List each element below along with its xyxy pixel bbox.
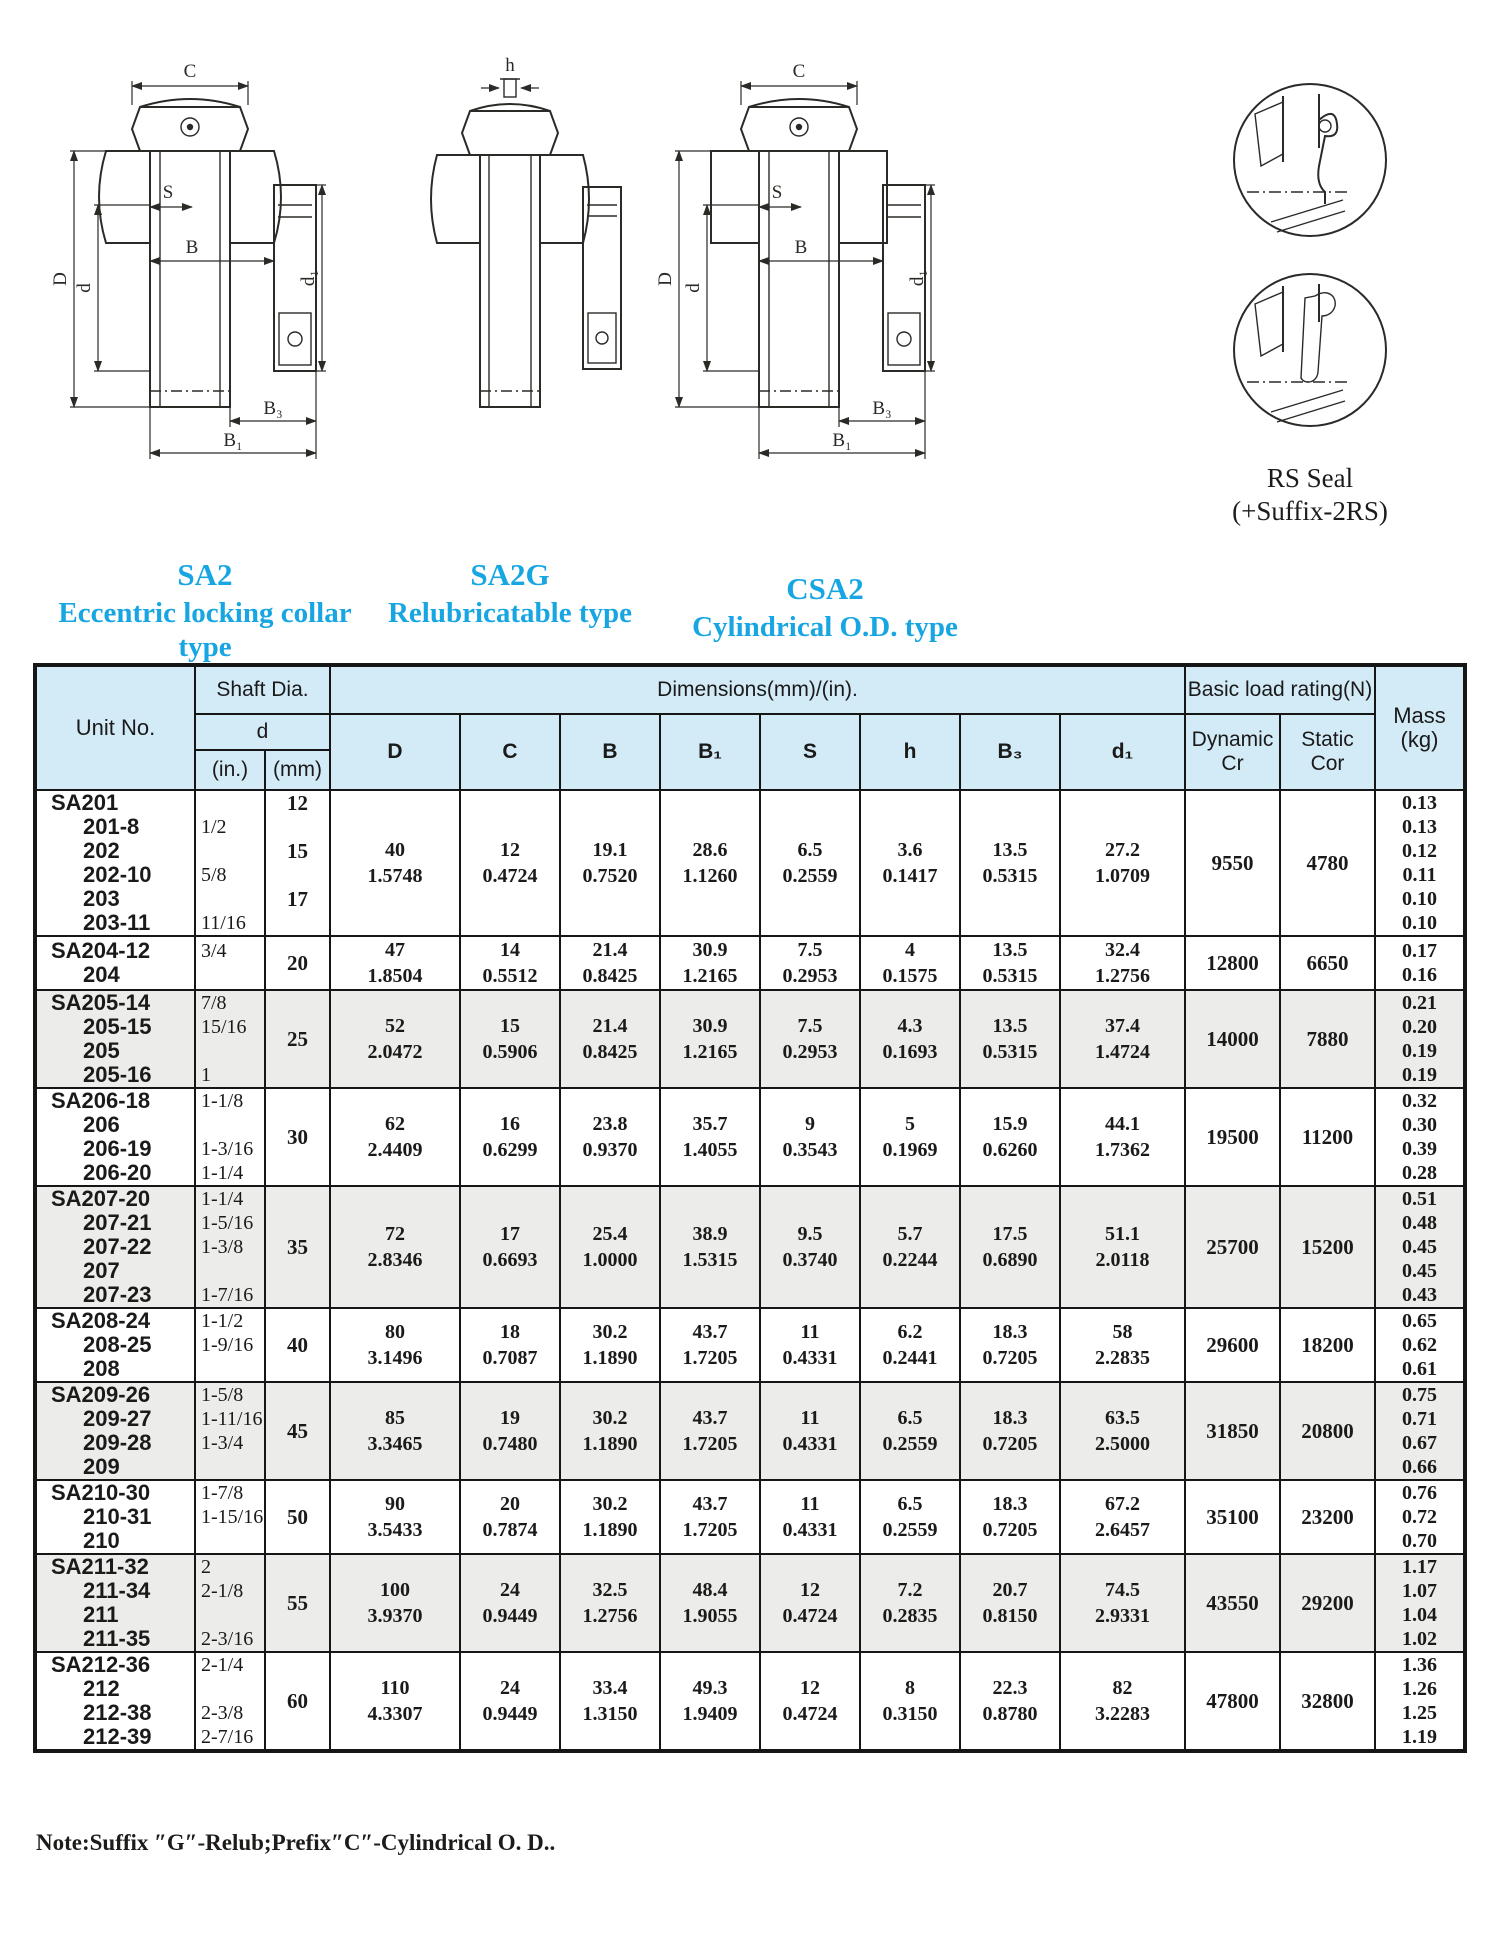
- mass-cell: 0.13 0.13 0.12 0.11 0.10 0.10: [1375, 790, 1465, 936]
- table-row: [35, 1652, 1465, 1751]
- table-row: [35, 1554, 1465, 1652]
- dim-label-d: d: [74, 283, 95, 293]
- shaft-dia-mm-cell: 40: [265, 1308, 330, 1382]
- mass-cell: 0.51 0.48 0.45 0.45 0.43: [1375, 1186, 1465, 1308]
- dim-B-cell: 21.4 0.8425: [560, 990, 660, 1088]
- caption-sa2g: [370, 558, 650, 630]
- dim-label-C: C: [792, 61, 806, 82]
- static-cor-cell: 4780: [1280, 790, 1375, 936]
- shaft-dia-mm-cell: 20: [265, 936, 330, 990]
- dim-d1-cell: 74.5 2.9331: [1060, 1554, 1185, 1652]
- dynamic-cr-cell: 25700: [1185, 1186, 1280, 1308]
- col-header-d1: d₁: [1060, 714, 1185, 790]
- dim-S-cell: 11 0.4331: [760, 1308, 860, 1382]
- dim-B1-cell: 28.6 1.1260: [660, 790, 760, 936]
- dim-C-cell: 18 0.7087: [460, 1308, 560, 1382]
- caption-sa2-type: Eccentric locking collar type: [58, 597, 352, 663]
- dim-h-cell: 6.5 0.2559: [860, 1480, 960, 1554]
- dim-D-cell: 85 3.3465: [330, 1382, 460, 1480]
- mass-cell: 0.32 0.30 0.39 0.28: [1375, 1088, 1465, 1186]
- caption-csa2: [660, 572, 990, 644]
- col-header-B1: B₁: [660, 714, 760, 790]
- dim-B3-cell: 15.9 0.6260: [960, 1088, 1060, 1186]
- col-header-C: C: [460, 714, 560, 790]
- dim-B3-cell: 13.5 0.5315: [960, 790, 1060, 936]
- dim-C-cell: 19 0.7480: [460, 1382, 560, 1480]
- dim-B1-cell: 30.9 1.2165: [660, 936, 760, 990]
- dim-label-D: D: [50, 272, 71, 286]
- unit-no-cell: SA209-26 209-27 209-28 209: [35, 1382, 195, 1480]
- spec-table-body: [35, 790, 1465, 1751]
- dim-D-cell: 47 1.8504: [330, 936, 460, 990]
- dim-h-cell: 5 0.1969: [860, 1088, 960, 1186]
- dim-label-S: S: [162, 182, 174, 203]
- shaft-dia-in-cell: 2-1/4 2-3/8 2-7/16: [195, 1652, 265, 1751]
- cor-label: Cor: [1310, 752, 1345, 775]
- dim-B-cell: 30.2 1.1890: [560, 1308, 660, 1382]
- col-header-dynamic-cr: [1185, 714, 1280, 790]
- dim-S-cell: 9 0.3543: [760, 1088, 860, 1186]
- mass-cell: 0.17 0.16: [1375, 936, 1465, 990]
- mass-cell: 0.21 0.20 0.19 0.19: [1375, 990, 1465, 1088]
- dim-label-d1: d₁: [907, 269, 928, 287]
- dim-B1-cell: 38.9 1.5315: [660, 1186, 760, 1308]
- shaft-dia-in-cell: 1-5/8 1-11/16 1-3/4: [195, 1382, 265, 1480]
- static-cor-cell: 29200: [1280, 1554, 1375, 1652]
- unit-no-cell: SA210-30 210-31 210: [35, 1480, 195, 1554]
- dim-S-cell: 7.5 0.2953: [760, 990, 860, 1088]
- dynamic-cr-cell: 9550: [1185, 790, 1280, 936]
- static-label: Static: [1301, 728, 1354, 751]
- col-header-basic-load: Basic load rating(N): [1185, 665, 1375, 714]
- spec-table: [33, 663, 1467, 1753]
- dim-B-cell: 33.4 1.3150: [560, 1652, 660, 1751]
- shaft-dia-mm-cell: 12 15 17: [265, 790, 330, 936]
- dim-d1-cell: 32.4 1.2756: [1060, 936, 1185, 990]
- mass-label: Mass: [1393, 703, 1446, 728]
- dim-h-cell: 8 0.3150: [860, 1652, 960, 1751]
- col-header-h: h: [860, 714, 960, 790]
- dynamic-cr-cell: 31850: [1185, 1382, 1280, 1480]
- table-row: [35, 990, 1465, 1088]
- shaft-dia-mm-cell: 25: [265, 990, 330, 1088]
- dim-S-cell: 9.5 0.3740: [760, 1186, 860, 1308]
- static-cor-cell: 6650: [1280, 936, 1375, 990]
- dim-h-cell: 5.7 0.2244: [860, 1186, 960, 1308]
- dim-label-d1: d₁: [298, 269, 319, 287]
- dynamic-cr-cell: 12800: [1185, 936, 1280, 990]
- dim-B3-cell: 13.5 0.5315: [960, 936, 1060, 990]
- dim-B-cell: 30.2 1.1890: [560, 1382, 660, 1480]
- rs-seal-caption-line2: (+Suffix-2RS): [1232, 496, 1388, 526]
- col-header-D: D: [330, 714, 460, 790]
- csa2-bearing-drawing: [645, 55, 939, 525]
- dim-B-cell: 21.4 0.8425: [560, 936, 660, 990]
- dim-D-cell: 90 3.5433: [330, 1480, 460, 1554]
- dim-h-cell: 6.5 0.2559: [860, 1382, 960, 1480]
- shaft-dia-in-cell: 1-1/2 1-9/16: [195, 1308, 265, 1382]
- mass-cell: 0.76 0.72 0.70: [1375, 1480, 1465, 1554]
- dim-label-B: B: [794, 237, 808, 258]
- dim-C-cell: 24 0.9449: [460, 1554, 560, 1652]
- dim-d1-cell: 51.1 2.0118: [1060, 1186, 1185, 1308]
- table-row: [35, 1088, 1465, 1186]
- unit-no-cell: SA212-36 212 212-38 212-39: [35, 1652, 195, 1751]
- shaft-dia-mm-cell: 30: [265, 1088, 330, 1186]
- dim-C-cell: 24 0.9449: [460, 1652, 560, 1751]
- dim-B1-cell: 43.7 1.7205: [660, 1308, 760, 1382]
- shaft-dia-mm-cell: 55: [265, 1554, 330, 1652]
- dim-C-cell: 15 0.5906: [460, 990, 560, 1088]
- col-header-dimensions: Dimensions(mm)/(in).: [330, 665, 1185, 714]
- dim-h-cell: 6.2 0.2441: [860, 1308, 960, 1382]
- dim-B1-cell: 49.3 1.9409: [660, 1652, 760, 1751]
- dim-C-cell: 12 0.4724: [460, 790, 560, 936]
- caption-csa2-type: Cylindrical O.D. type: [692, 611, 958, 643]
- unit-no-cell: SA205-14 205-15 205 205-16: [35, 990, 195, 1088]
- table-row: [35, 790, 1465, 936]
- dynamic-cr-cell: 35100: [1185, 1480, 1280, 1554]
- shaft-dia-in-cell: 3/4: [195, 936, 265, 990]
- mass-cell: 0.65 0.62 0.61: [1375, 1308, 1465, 1382]
- shaft-dia-mm-cell: 50: [265, 1480, 330, 1554]
- dim-label-h: h: [505, 55, 515, 76]
- col-header-shaft-dia: Shaft Dia.: [195, 665, 330, 714]
- mass-cell: 0.75 0.71 0.67 0.66: [1375, 1382, 1465, 1480]
- dim-h-cell: 4 0.1575: [860, 936, 960, 990]
- dim-S-cell: 12 0.4724: [760, 1652, 860, 1751]
- dynamic-cr-cell: 19500: [1185, 1088, 1280, 1186]
- dim-C-cell: 17 0.6693: [460, 1186, 560, 1308]
- dynamic-cr-cell: 43550: [1185, 1554, 1280, 1652]
- col-header-in: (in.): [195, 750, 265, 790]
- caption-csa2-code: CSA2: [786, 571, 864, 606]
- shaft-dia-in-cell: 1-1/4 1-5/16 1-3/8 1-7/16: [195, 1186, 265, 1308]
- caption-sa2: [40, 558, 370, 664]
- static-cor-cell: 20800: [1280, 1382, 1375, 1480]
- dim-B3-cell: 18.3 0.7205: [960, 1308, 1060, 1382]
- table-row: [35, 936, 1465, 990]
- dim-B1-cell: 35.7 1.4055: [660, 1088, 760, 1186]
- dim-D-cell: 40 1.5748: [330, 790, 460, 936]
- dim-B3-cell: 13.5 0.5315: [960, 990, 1060, 1088]
- dim-d1-cell: 44.1 1.7362: [1060, 1088, 1185, 1186]
- col-header-S: S: [760, 714, 860, 790]
- cr-label: Cr: [1221, 752, 1244, 775]
- col-header-mm: (mm): [265, 750, 330, 790]
- dim-C-cell: 16 0.6299: [460, 1088, 560, 1186]
- dim-S-cell: 6.5 0.2559: [760, 790, 860, 936]
- mass-unit-label: (kg): [1400, 727, 1439, 752]
- dim-h-cell: 3.6 0.1417: [860, 790, 960, 936]
- static-cor-cell: 23200: [1280, 1480, 1375, 1554]
- shaft-dia-in-cell: 1-1/8 1-3/16 1-1/4: [195, 1088, 265, 1186]
- dim-d1-cell: 27.2 1.0709: [1060, 790, 1185, 936]
- table-row: [35, 1308, 1465, 1382]
- table-row: [35, 1186, 1465, 1308]
- rs-seal-caption-line1: RS Seal: [1266, 463, 1354, 493]
- shaft-dia-mm-cell: 60: [265, 1652, 330, 1751]
- col-header-static-cor: [1280, 714, 1375, 790]
- dynamic-cr-cell: 14000: [1185, 990, 1280, 1088]
- dim-B3-cell: 22.3 0.8780: [960, 1652, 1060, 1751]
- dim-B1-cell: 48.4 1.9055: [660, 1554, 760, 1652]
- dim-B-cell: 30.2 1.1890: [560, 1480, 660, 1554]
- caption-sa2g-code: SA2G: [470, 557, 550, 592]
- dim-B-cell: 23.8 0.9370: [560, 1088, 660, 1186]
- unit-no-cell: SA207-20 207-21 207-22 207 207-23: [35, 1186, 195, 1308]
- dim-B3-cell: 20.7 0.8150: [960, 1554, 1060, 1652]
- shaft-dia-in-cell: 2 2-1/8 2-3/16: [195, 1554, 265, 1652]
- dim-label-B3: B₃: [263, 398, 283, 419]
- rs-seal-caption: [1185, 462, 1435, 528]
- dim-label-d: d: [683, 283, 704, 293]
- dim-S-cell: 11 0.4331: [760, 1382, 860, 1480]
- dim-d1-cell: 63.5 2.5000: [1060, 1382, 1185, 1480]
- table-row: [35, 1480, 1465, 1554]
- unit-no-cell: SA211-32 211-34 211 211-35: [35, 1554, 195, 1652]
- shaft-dia-in-cell: 1/2 5/8 11/16: [195, 790, 265, 936]
- caption-sa2g-type: Relubricatable type: [387, 597, 633, 629]
- mass-cell: 1.36 1.26 1.25 1.19: [1375, 1652, 1465, 1751]
- static-cor-cell: 15200: [1280, 1186, 1375, 1308]
- shaft-dia-mm-cell: 45: [265, 1382, 330, 1480]
- dim-S-cell: 7.5 0.2953: [760, 936, 860, 990]
- dim-S-cell: 11 0.4331: [760, 1480, 860, 1554]
- dim-d1-cell: 67.2 2.6457: [1060, 1480, 1185, 1554]
- dim-label-B3: B₃: [872, 398, 892, 419]
- static-cor-cell: 18200: [1280, 1308, 1375, 1382]
- static-cor-cell: 7880: [1280, 990, 1375, 1088]
- dynamic-cr-cell: 29600: [1185, 1308, 1280, 1382]
- dim-label-B1: B₁: [223, 430, 243, 451]
- shaft-dia-in-cell: 7/8 15/16 1: [195, 990, 265, 1088]
- dim-B3-cell: 18.3 0.7205: [960, 1480, 1060, 1554]
- col-header-d: d: [195, 714, 330, 750]
- dim-B1-cell: 43.7 1.7205: [660, 1480, 760, 1554]
- unit-no-cell: SA204-12 204: [35, 936, 195, 990]
- dim-B3-cell: 18.3 0.7205: [960, 1382, 1060, 1480]
- col-header-mass: [1375, 665, 1465, 790]
- dim-label-C: C: [183, 61, 197, 82]
- dim-D-cell: 52 2.0472: [330, 990, 460, 1088]
- dynamic-label: Dynamic: [1191, 728, 1274, 751]
- dim-D-cell: 62 2.4409: [330, 1088, 460, 1186]
- dim-h-cell: 7.2 0.2835: [860, 1554, 960, 1652]
- unit-no-cell: SA208-24 208-25 208: [35, 1308, 195, 1382]
- dynamic-cr-cell: 47800: [1185, 1652, 1280, 1751]
- footnote: Note:Suffix ″G″-Relub;Prefix″C″-Cylindrical O. D..: [36, 1830, 556, 1855]
- shaft-dia-in-cell: 1-7/8 1-15/16: [195, 1480, 265, 1554]
- dim-D-cell: 72 2.8346: [330, 1186, 460, 1308]
- rs-seal-detail-drawing: [1185, 70, 1435, 450]
- sa2-bearing-drawing: [40, 55, 330, 525]
- sa2g-bearing-drawing: [385, 55, 635, 525]
- dim-label-S: S: [771, 182, 783, 203]
- dim-B-cell: 32.5 1.2756: [560, 1554, 660, 1652]
- dim-label-B1: B₁: [832, 430, 852, 451]
- dim-d1-cell: 37.4 1.4724: [1060, 990, 1185, 1088]
- dim-B-cell: 25.4 1.0000: [560, 1186, 660, 1308]
- dim-S-cell: 12 0.4724: [760, 1554, 860, 1652]
- dim-D-cell: 110 4.3307: [330, 1652, 460, 1751]
- dim-B-cell: 19.1 0.7520: [560, 790, 660, 936]
- col-header-B: B: [560, 714, 660, 790]
- shaft-dia-mm-cell: 35: [265, 1186, 330, 1308]
- dim-label-D: D: [655, 272, 676, 286]
- static-cor-cell: 32800: [1280, 1652, 1375, 1751]
- unit-no-cell: SA206-18 206 206-19 206-20: [35, 1088, 195, 1186]
- dim-D-cell: 80 3.1496: [330, 1308, 460, 1382]
- dim-C-cell: 14 0.5512: [460, 936, 560, 990]
- dim-B1-cell: 43.7 1.7205: [660, 1382, 760, 1480]
- dim-B3-cell: 17.5 0.6890: [960, 1186, 1060, 1308]
- table-row: [35, 1382, 1465, 1480]
- mass-cell: 1.17 1.07 1.04 1.02: [1375, 1554, 1465, 1652]
- caption-sa2-code: SA2: [177, 557, 233, 592]
- dim-d1-cell: 82 3.2283: [1060, 1652, 1185, 1751]
- dim-B1-cell: 30.9 1.2165: [660, 990, 760, 1088]
- col-header-unit-no: Unit No.: [35, 665, 195, 790]
- dim-label-B: B: [185, 237, 199, 258]
- dim-d1-cell: 58 2.2835: [1060, 1308, 1185, 1382]
- unit-no-cell: SA201 201-8 202 202-10 203 203-11: [35, 790, 195, 936]
- static-cor-cell: 11200: [1280, 1088, 1375, 1186]
- spec-table-header: [35, 665, 1465, 790]
- col-header-B3: B₃: [960, 714, 1060, 790]
- dim-C-cell: 20 0.7874: [460, 1480, 560, 1554]
- dim-h-cell: 4.3 0.1693: [860, 990, 960, 1088]
- dim-D-cell: 100 3.9370: [330, 1554, 460, 1652]
